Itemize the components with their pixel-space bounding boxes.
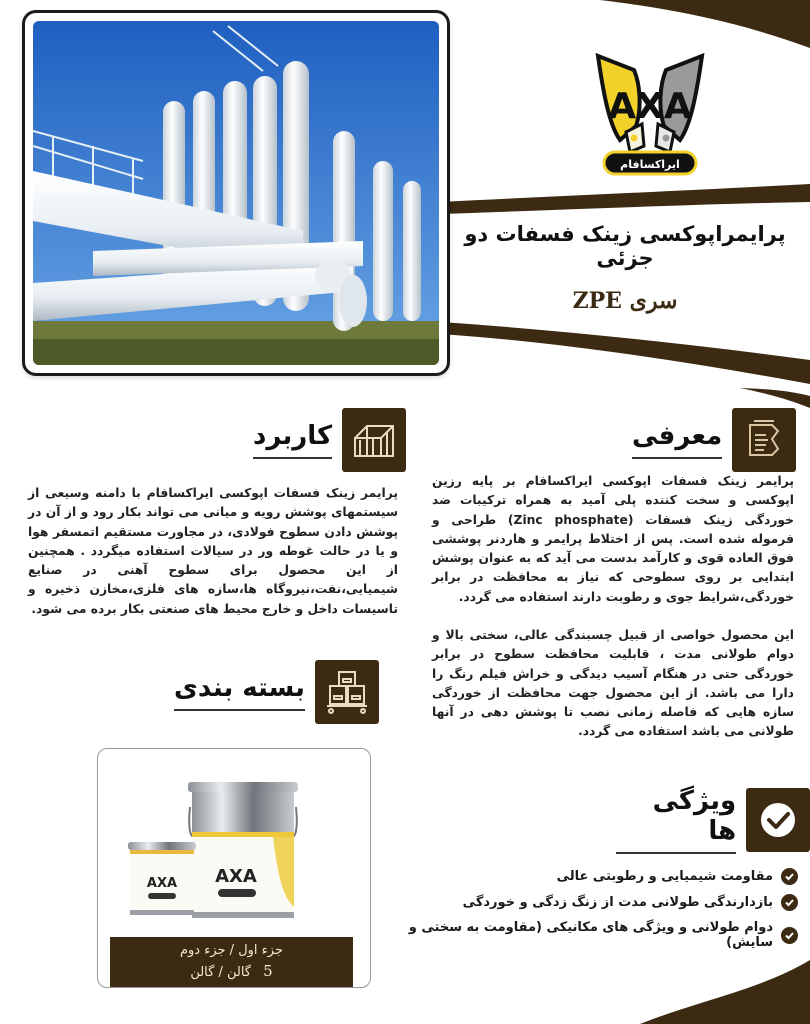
packaging-header <box>174 660 379 724</box>
hero-photo-frame <box>22 10 450 376</box>
feature-item: بازدارندگی طولانی مدت از زنگ زدگی و خوردگی <box>380 894 798 911</box>
product-series: سری ZPE <box>572 288 678 314</box>
usage-header <box>253 408 406 472</box>
packaging-card <box>97 748 371 988</box>
intro-paragraph-2: این محصول خواصی از قبیل چسبندگی عالی، سختی بالا و دوام طولانی مدت ، قابلیت محافظت سطوح در برابر خوردگی حتی در هنگام آسیب دیدگی و خراش فیلم رنگ را دارا می باشد. از این محصول جهت محافظت از خوردگی سازه هایی که فاصله زمانی نصب تا پوشش دهی در آنها طولانی می باشد استفاده می گردد. <box>432 628 794 739</box>
packaging-parts: جزء اول / جزء دوم <box>179 943 283 958</box>
feature-item: مقاومت شیمیایی و رطوبتی عالی <box>380 868 798 885</box>
check-icon <box>781 868 798 885</box>
features-list <box>380 868 798 959</box>
product-title-block <box>455 222 795 314</box>
usage-heading: کاربرد <box>253 421 332 459</box>
brand-logo <box>590 48 710 178</box>
check-icon <box>781 927 798 944</box>
building-frame-icon <box>342 408 406 472</box>
document-icon <box>732 408 796 472</box>
intro-heading: معرفی <box>632 421 722 459</box>
product-cans-image <box>118 777 358 941</box>
svg-text:ایراکسافام: ایراکسافام <box>620 158 680 171</box>
features-header <box>616 786 810 854</box>
intro-header <box>632 408 796 472</box>
packaging-quantity-row <box>110 961 353 983</box>
svg-text:AXA: AXA <box>608 86 692 127</box>
check-circle-icon <box>746 788 810 852</box>
intro-paragraph-1: پرایمر زینک فسفات اپوکسی ایراکسافام بر پایه رزین اپوکسی و سخت کننده پلی آمید به همراه ترکیبات ضد خوردگی زینک فسفات (Zinc phosphate) طراحی و فرموله شده است. پس از اختلاط پرایمر و هاردنر پوششی فوق العاده قوی و کارآمد بدست می آید که به عنوان پوشش ابتدایی بر روی سطوحی که نیاز به محافظت در برابر خوردگی،شرایط جوی و رطوبت دارند استفاده می گردد. <box>432 474 794 604</box>
svg-text:AXA: AXA <box>146 876 178 891</box>
boxes-pallet-icon <box>315 660 379 724</box>
feature-item: دوام طولانی و ویژگی های مکانیکی (مقاومت به سختی و سایش) <box>380 920 798 950</box>
check-icon <box>781 894 798 911</box>
packaging-quantity: 5 <box>263 962 273 980</box>
packaging-label <box>110 937 353 987</box>
hero-photo <box>33 21 439 365</box>
features-heading: ویژگی ها <box>616 786 736 854</box>
product-title: پرایمراپوکسی زینک فسفات دو جزئی <box>464 222 786 270</box>
packaging-unit: گالن / گالن <box>190 965 251 980</box>
usage-paragraph: پرایمر زینک فسفات اپوکسی ایراکسافام با دامنه وسیعی از سیستمهای پوشش رویه و میانی می تواند بکار رود و از آن در پوشش دادن سطوح فولادی، در مجاورت مستقیم اتمسفر هوا و یا در حالت غوطه ور در سیالات استفاده میگردد . همچنین از این محصول برای سطوح آهنی در صنایع شیمیایی،نفت،نیروگاه ها،سازه های فلزی،مخازن ذخیره و تاسیسات داخل و خارج محیط های صنعتی بکار برده می شود. <box>28 486 398 616</box>
svg-text:AXA: AXA <box>215 866 257 887</box>
packaging-heading: بسته بندی <box>174 673 305 711</box>
